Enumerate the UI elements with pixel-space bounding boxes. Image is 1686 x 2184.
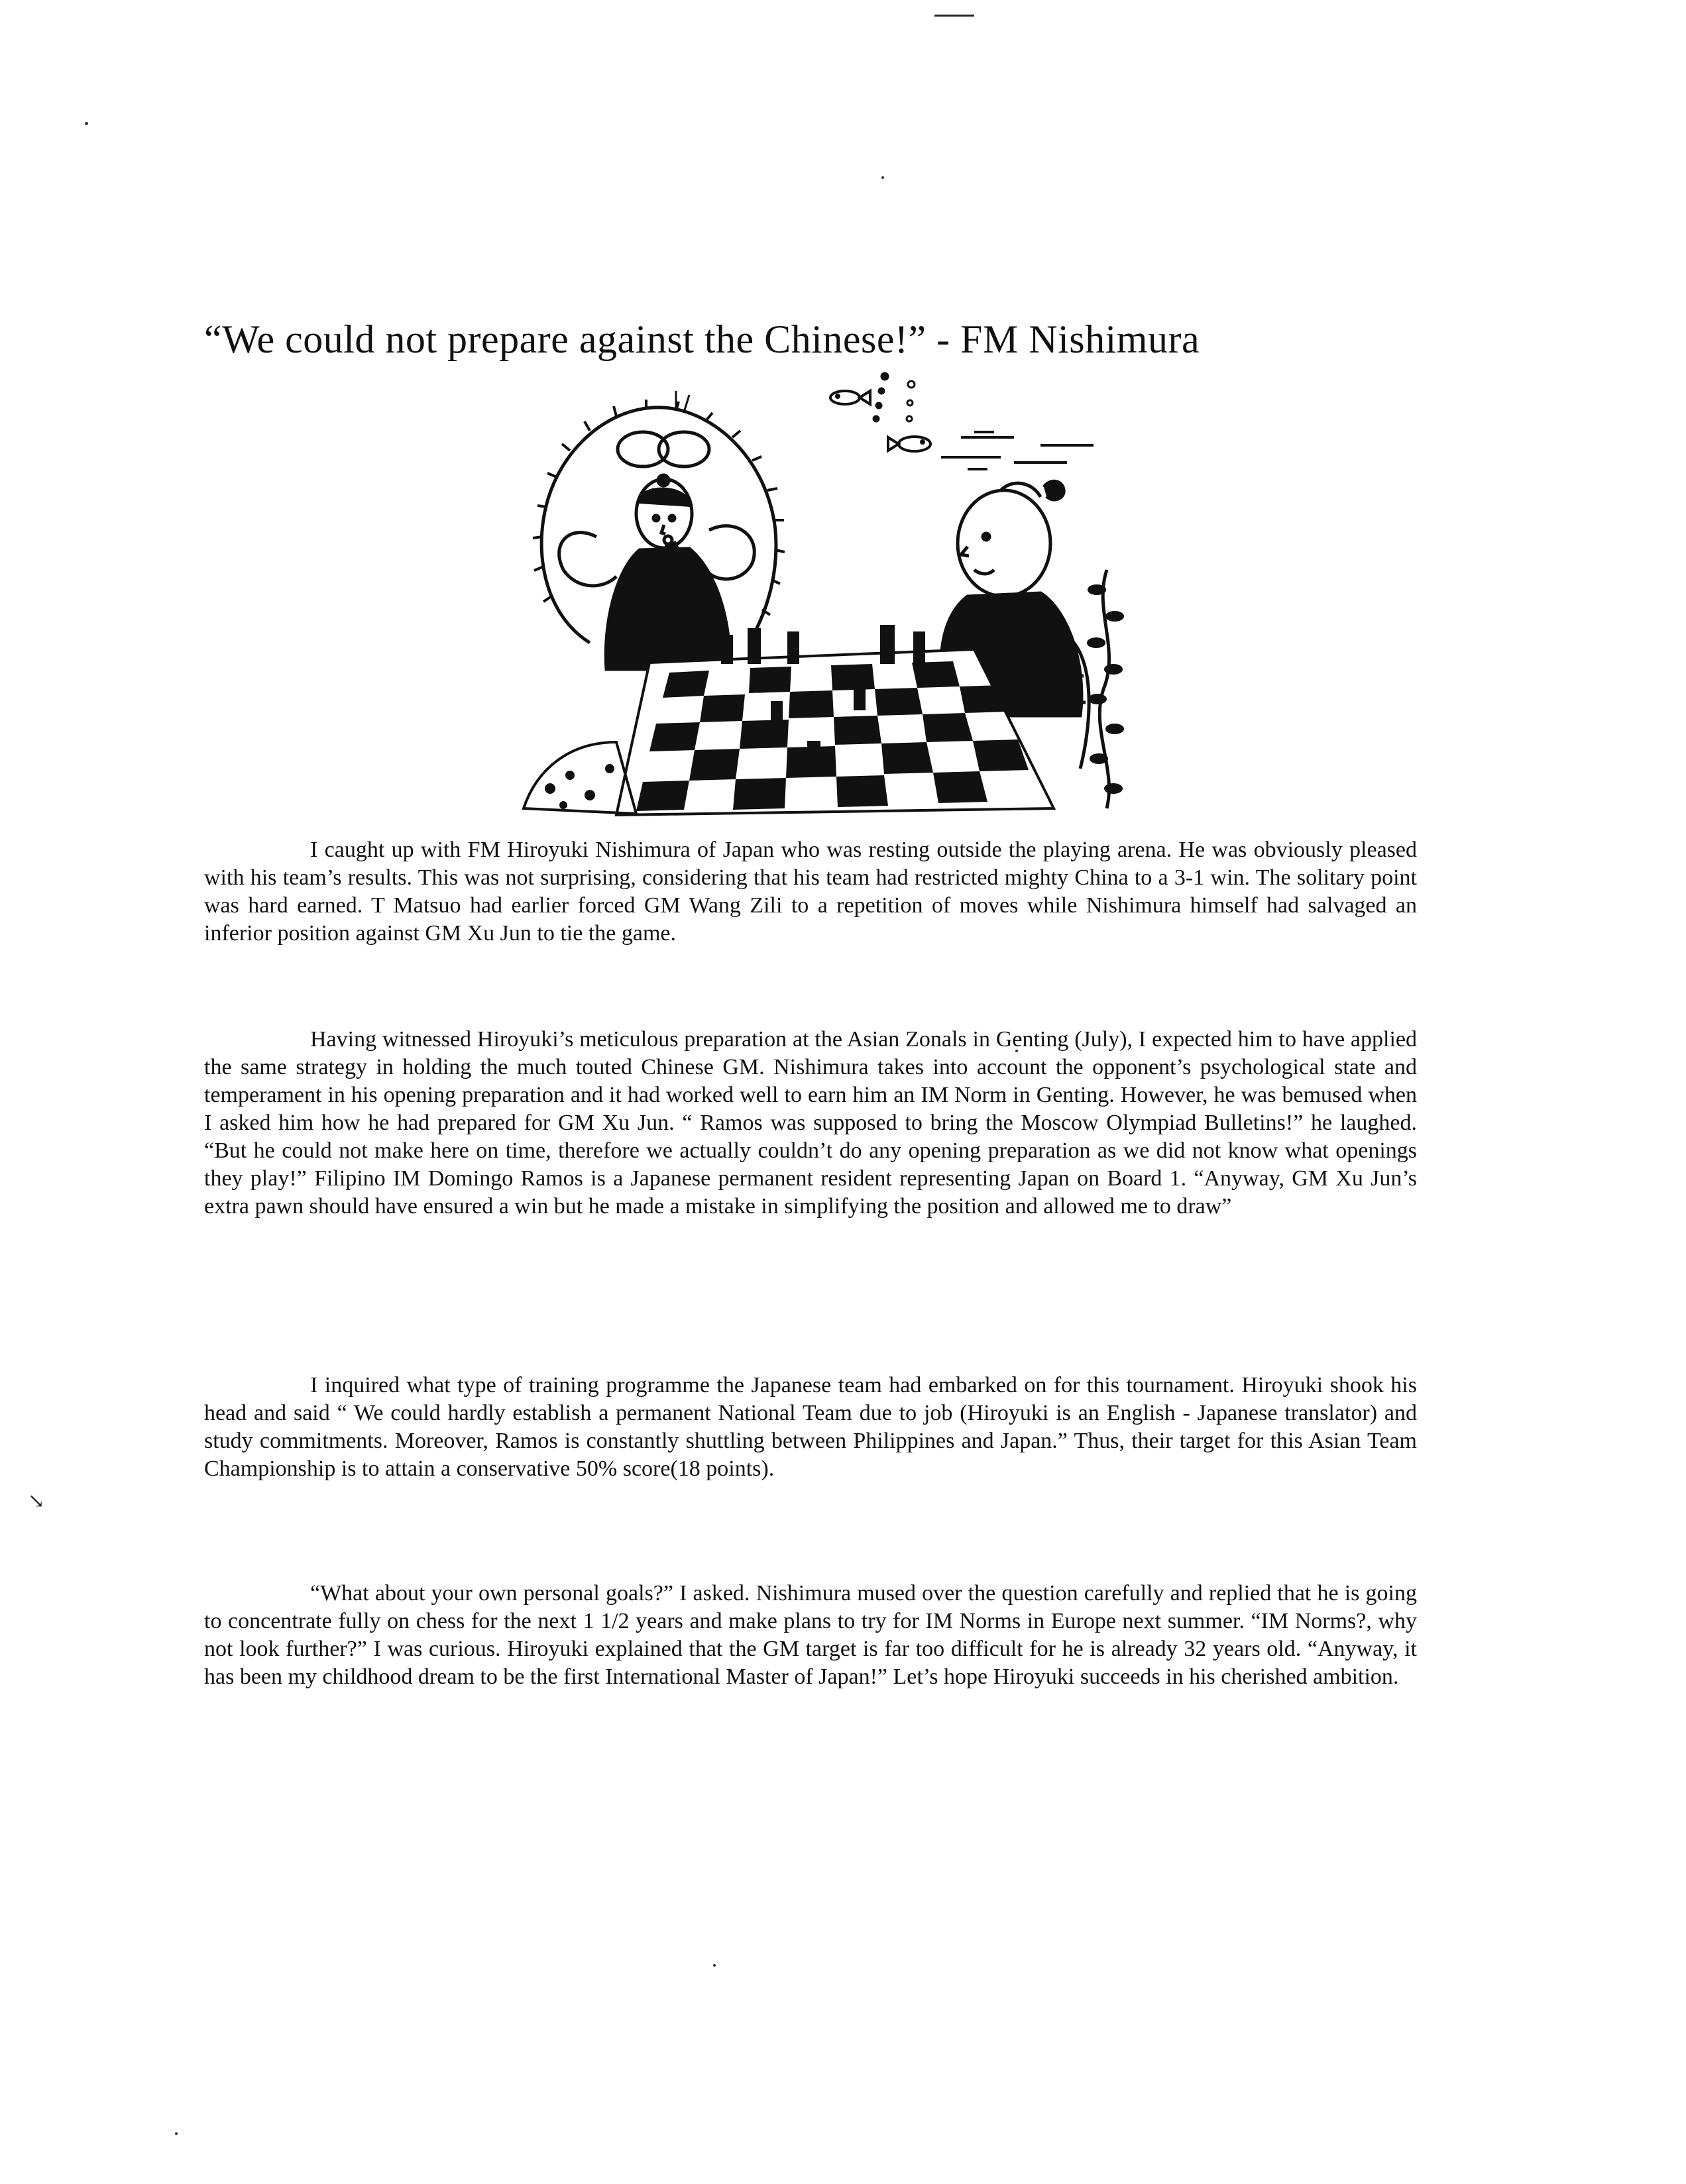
chess-cartoon-illustration <box>510 371 1173 822</box>
article-paragraph-4 <box>204 1580 1417 1691</box>
paragraph-text: “What about your own personal goals?” I asked. Nishimura mused over the question carefully and replied that he is going to concentrate fully on chess for the next 1 1/2 years and make plans to try for IM Norms in Europe next summer. “IM Norms?, why not look further?” I was curious. Hiroyuki explained that the GM target is far too difficult for he is already 32 years old. “Anyway, it has been my childhood dream to be the first International Master of Japan!” Let’s hope Hiroyuki succeeds in his cherished ambition. <box>204 1581 1417 1689</box>
margin-mark: ↘ <box>28 1490 45 1512</box>
article-paragraph-2 <box>204 1026 1417 1221</box>
paragraph-text: Having witnessed Hiroyuki’s meticulous preparation at the Asian Zonals in Genting (July), I expected him to have applied the same strategy in holding the much touted Chinese GM. Nishimura takes into account the opponent’s psychological state and temperament in his opening preparation and it had worked well to earn him an IM Norm in Genting. However, he was bemused when I asked him how he had prepared for GM Xu Jun. “ Ramos was supposed to bring the Moscow Olympiad Bulletins!” he laughed. “But he could not make here on time, therefore we actually couldn’t do any opening preparation as we did not know what openings they play!” Filipino IM Domingo Ramos is a Japanese permanent resident representing Japan on Board 1. “Anyway, GM Xu Jun’s extra pawn should have ensured a win but he made a mistake in simplifying the position and allowed me to draw” <box>204 1027 1417 1219</box>
scan-speck <box>713 1964 716 1967</box>
article-paragraph-1 <box>204 836 1417 948</box>
seaweed-icon <box>1088 570 1123 808</box>
scan-speck <box>175 2132 178 2135</box>
water-lines-icon <box>941 432 1094 469</box>
paragraph-text: I caught up with FM Hiroyuki Nishimura of Japan who was resting outside the playing arena. He was obviously pleased with his team’s results. This was not surprising, considering that his team had restricted mighty China to a 3-1 win. The solitary point was hard earned. T Matsuo had earlier forced GM Wang Zili to a repetition of moves while Nishimura himself had salvaged an inferior position against GM Xu Jun to tie the game. <box>204 838 1417 946</box>
scan-speck <box>881 176 884 179</box>
scan-mark <box>934 15 974 17</box>
girl-player-icon <box>559 432 755 669</box>
bubbles-icon <box>873 373 915 421</box>
paragraph-text: I inquired what type of training programme the Japanese team had embarked on for this tournament. Hiroyuki shook his head and said “ We could hardly establish a permanent National Team due to job (Hiroyuki is an English - Japanese translator) and study commitments. Moreover, Ramos is constantly shuttling between Philippines and Japan.” Thus, their target for this Asian Team Championship is to attain a conservative 50% score(18 points). <box>204 1373 1417 1481</box>
fish-icon <box>830 391 930 451</box>
article-paragraph-3 <box>204 1372 1417 1483</box>
article-title: “We could not prepare against the Chinese!” - FM Nishimura <box>204 317 1200 361</box>
scan-speck <box>85 122 88 125</box>
